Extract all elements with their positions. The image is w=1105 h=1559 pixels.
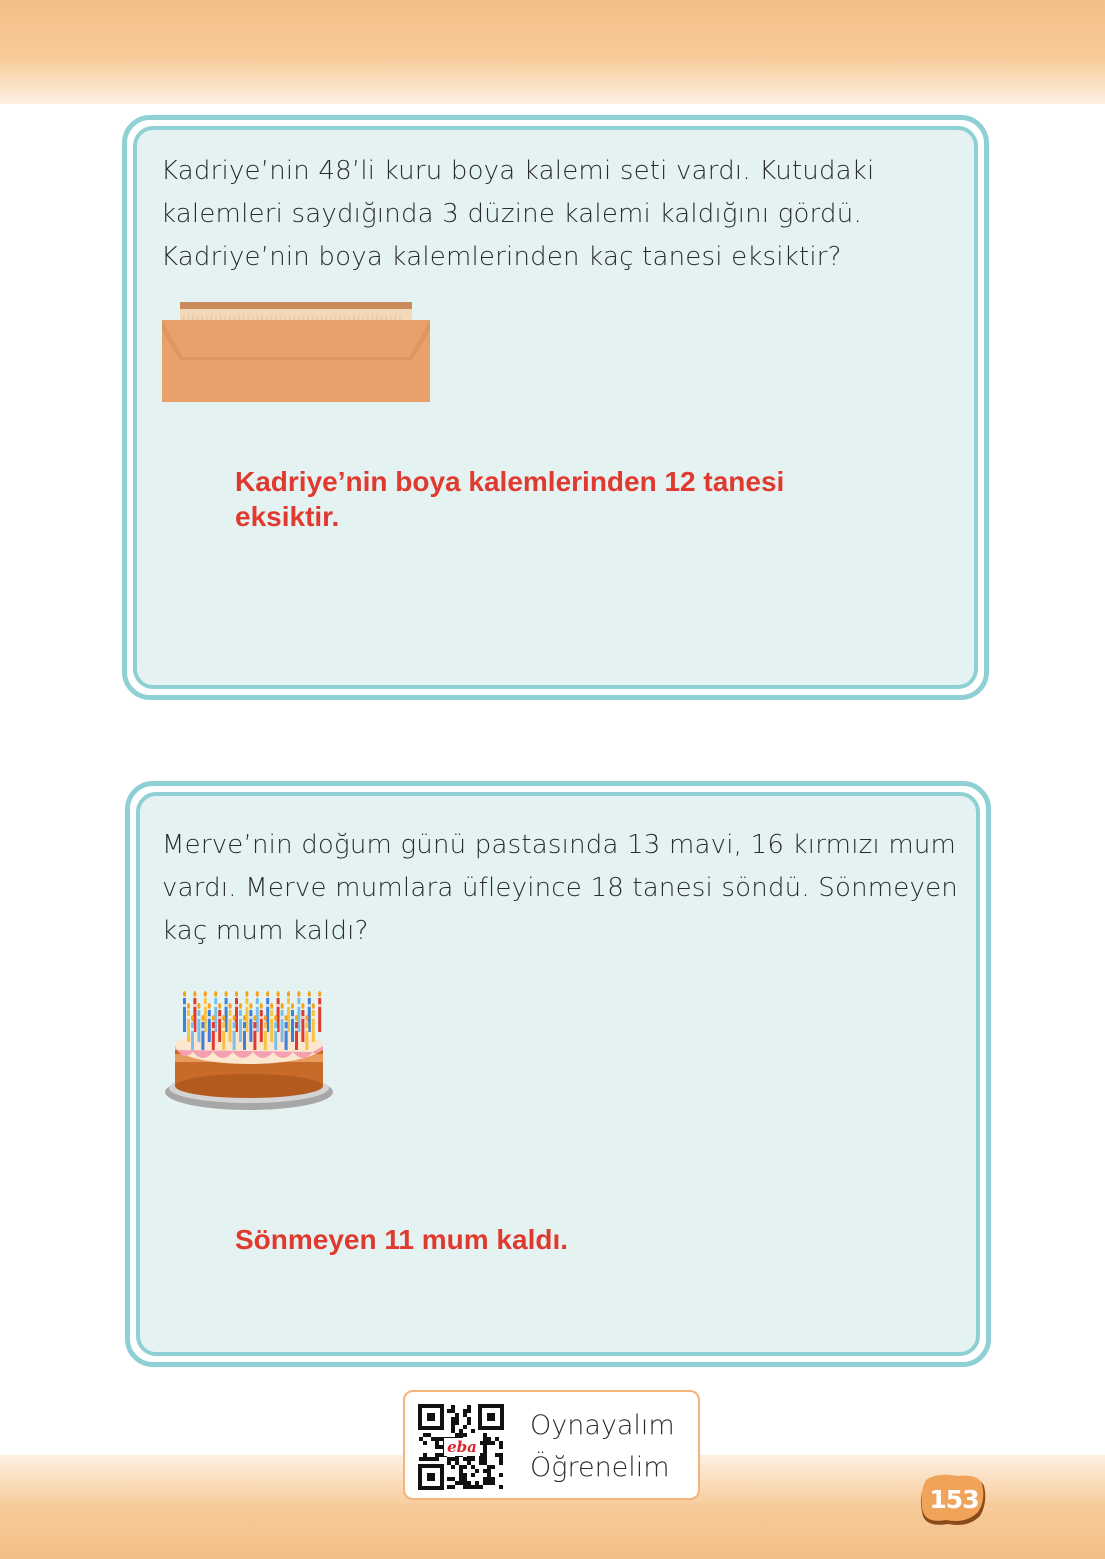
qr-link-panel[interactable]: [403, 1390, 700, 1500]
problem-card-2: [125, 781, 991, 1367]
problem-2-question: Merve’nin doğum günü pastasında 13 mavi, 16 kırmızı mum vardı. Merve mumlara üfleyince 18 tanesi söndü. Sönmeyen kaç mum kaldı?: [162, 830, 958, 946]
page-number: 153: [929, 1485, 979, 1514]
problem-card-1-inner: [133, 126, 978, 689]
top-header-band: [0, 0, 1105, 104]
pencil-box-illustration: [162, 302, 430, 402]
problem-card-2-inner: [136, 792, 980, 1356]
qr-label-line-1: Oynayalım: [530, 1410, 675, 1441]
qr-label-line-2: Öğrenelim: [530, 1452, 670, 1483]
birthday-cake-illustration: [163, 984, 335, 1114]
problem-1-question: Kadriye’nin 48’li kuru boya kalemi seti vardı. Kutudaki kalemleri saydığında 3 düzine kalemi kaldığını gördü. Kadriye’nin boya kalemlerinden kaç tanesi eksiktir?: [161, 156, 875, 272]
qr-code-icon[interactable]: [418, 1404, 504, 1490]
problem-1-answer: Kadriye’nin boya kalemlerinden 12 tanesi eksiktir.: [235, 466, 785, 532]
problem-2-answer: Sönmeyen 11 mum kaldı.: [235, 1224, 569, 1255]
eba-logo-text: eba: [447, 1438, 477, 1456]
problem-card-1: [122, 115, 989, 700]
